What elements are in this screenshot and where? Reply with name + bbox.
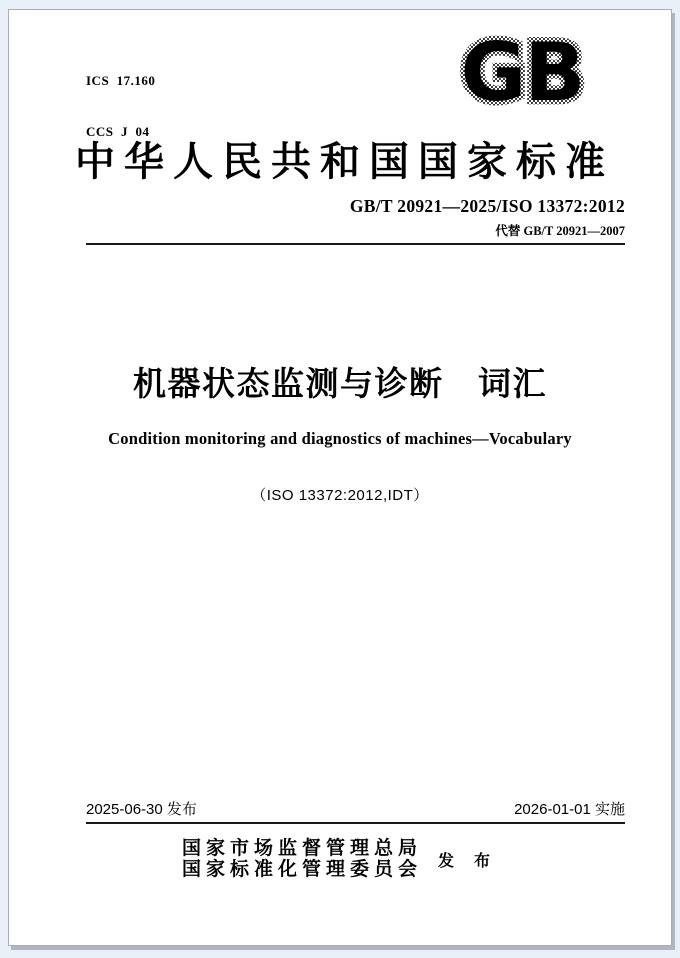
standard-cover-page (8, 9, 672, 946)
issue-date: 2025-06-30 发布 (86, 801, 197, 818)
header-rule (86, 243, 625, 245)
gb-logo-graphic (451, 34, 593, 112)
iso-idt-note: （ISO 13372:2012,IDT） (251, 487, 429, 504)
issuer-line2: 国家标准化管理委员会 (181, 859, 422, 880)
replaces-note: 代替 GB/T 20921—2007 (495, 224, 625, 238)
issuer-names (182, 838, 422, 880)
implementation-date: 2026-01-01 实施 (514, 801, 625, 818)
gb-logo-text: GB (460, 34, 584, 112)
standard-title-english: Condition monitoring and diagnostics of machines—Vocabulary (108, 429, 572, 448)
standard-title-chinese: 机器状态监测与诊断 词汇 (133, 365, 547, 402)
dates-row (86, 798, 625, 819)
issuer-line1: 国家市场监督管理总局 (181, 838, 422, 859)
ics-code: ICS 17.160 (86, 73, 156, 88)
gb-logo (451, 34, 593, 112)
national-standard-header: 中华人民共和国国家标准 (75, 139, 614, 184)
issuer-block (9, 838, 671, 880)
release-label: 发 布 (438, 852, 499, 870)
ccs-code: CCS J 04 (86, 124, 150, 139)
footer-rule (86, 822, 625, 824)
standard-number: GB/T 20921—2025/ISO 13372:2012 (349, 196, 625, 216)
